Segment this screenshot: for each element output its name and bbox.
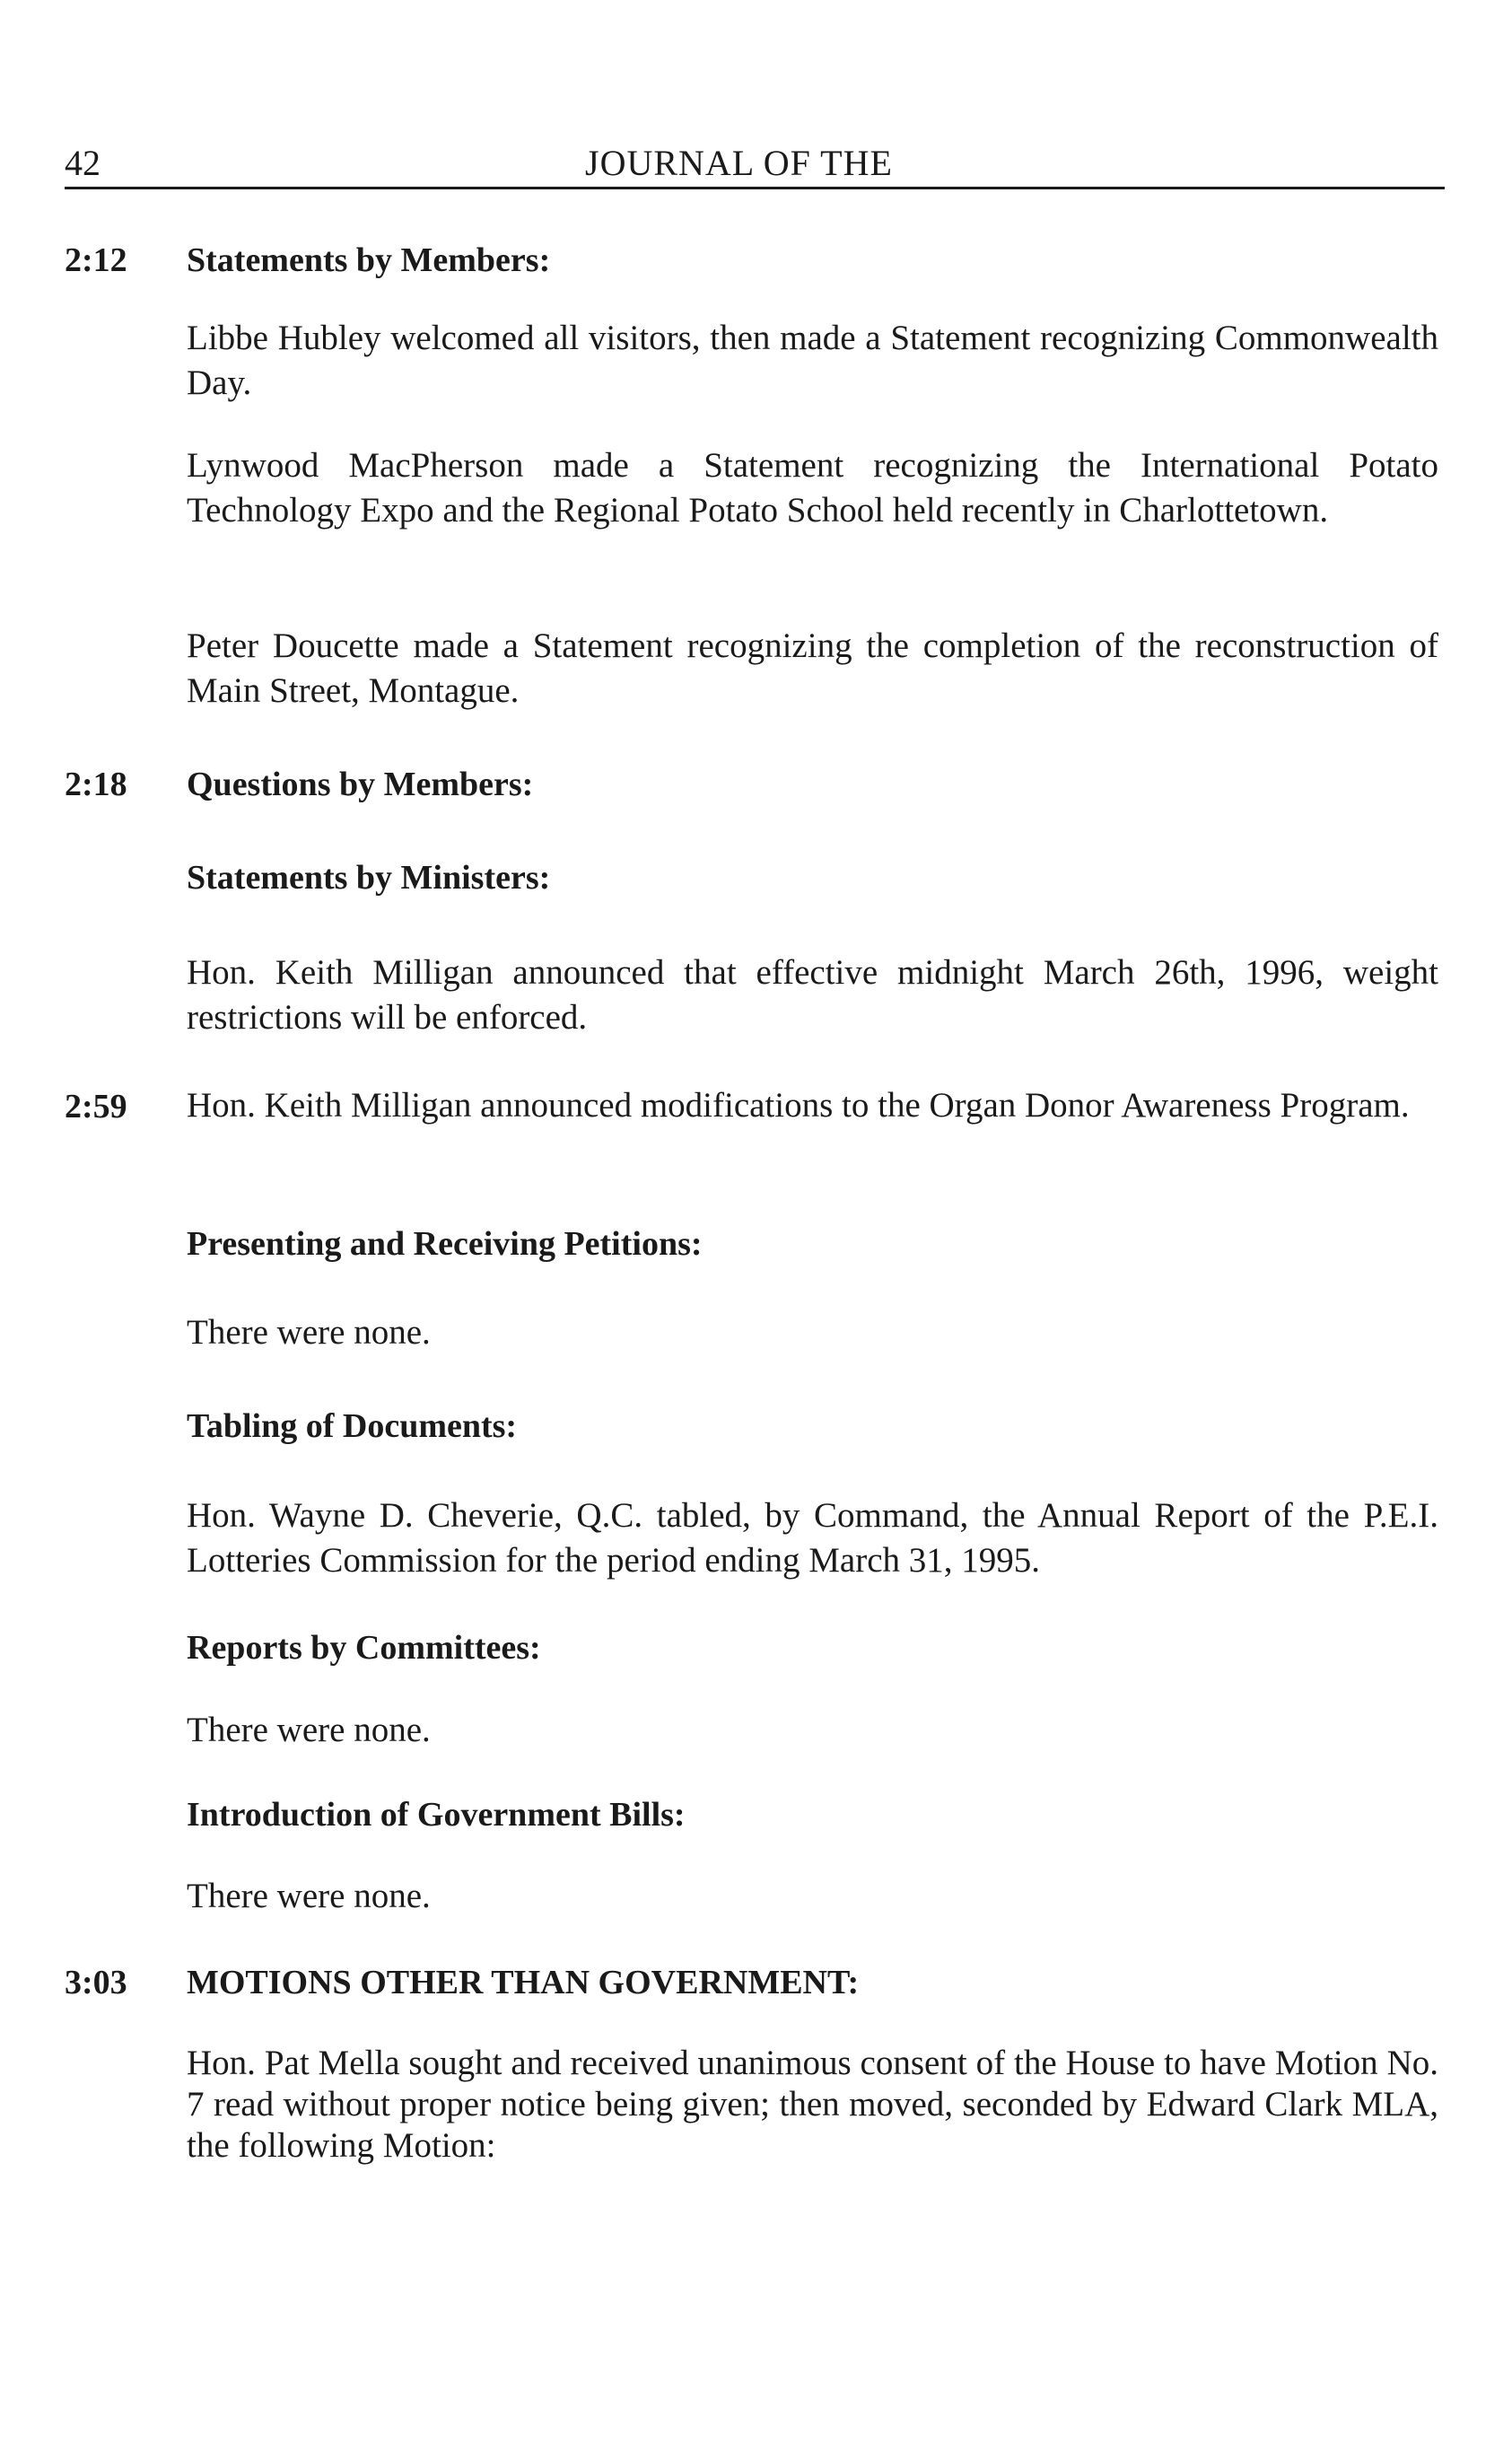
paragraph-organ-donor: Hon. Keith Milligan announced modifications to the Organ Donor Awareness Program.: [187, 1086, 1410, 1125]
time-stamp: 2:59: [65, 1088, 127, 1125]
paragraph-reports-none: There were none.: [187, 1711, 431, 1749]
time-stamp: 2:18: [65, 766, 127, 803]
section-heading-tabling: Tabling of Documents:: [187, 1407, 518, 1445]
section-heading-statements-ministers: Statements by Ministers:: [187, 859, 551, 897]
time-stamp: 3:03: [65, 1964, 127, 2001]
running-title: JOURNAL OF THE: [585, 143, 893, 183]
paragraph-hubley: Libbe Hubley welcomed all visitors, then made a Statement recognizing Commonwealth Day.: [187, 319, 1438, 402]
paragraph-gov-bills-none: There were none.: [187, 1877, 431, 1915]
paragraph-tabling: Hon. Wayne D. Cheverie, Q.C. tabled, by Command, the Annual Report of the P.E.I. Lotteries Commission for the period ending March 31, 1995.: [187, 1496, 1438, 1580]
section-heading-statements-members: Statements by Members:: [187, 241, 551, 279]
section-heading-reports: Reports by Committees:: [187, 1629, 541, 1667]
time-stamp: 2:12: [65, 241, 127, 279]
paragraph-motions: Hon. Pat Mella sought and received unanimous consent of the House to have Motion No. 7 read without proper notice being given; then moved, seconded by Edward Clark MLA, the following Motion:: [187, 2044, 1438, 2165]
paragraph-weight-restrictions: Hon. Keith Milligan announced that effective midnight March 26th, 1996, weight restrictions will be enforced.: [187, 953, 1438, 1037]
section-heading-gov-bills: Introduction of Government Bills:: [187, 1796, 686, 1834]
section-heading-questions-members: Questions by Members:: [187, 766, 534, 803]
paragraph-macpherson: Lynwood MacPherson made a Statement recognizing the International Potato Technology Expo and the Regional Potato School held recently in Charlottetown.: [187, 446, 1438, 530]
section-heading-petitions: Presenting and Receiving Petitions:: [187, 1225, 703, 1263]
section-heading-motions: MOTIONS OTHER THAN GOVERNMENT:: [187, 1964, 860, 2001]
page-header: [65, 133, 1445, 189]
paragraph-doucette: Peter Doucette made a Statement recognizing the completion of the reconstruction of Main Street, Montague.: [187, 626, 1438, 710]
paragraph-petitions-none: There were none.: [187, 1313, 431, 1352]
page-number: 42: [65, 143, 101, 183]
